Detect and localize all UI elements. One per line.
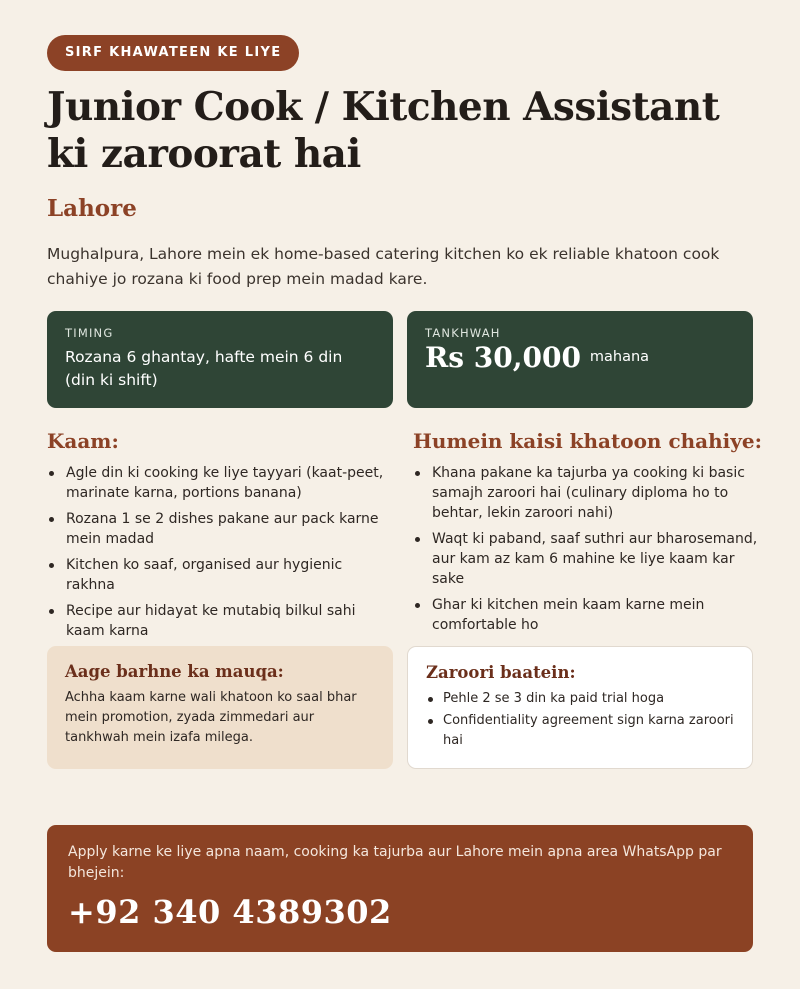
list-item: Confidentiality agreement sign karna zaroori hai (426, 711, 734, 751)
notes-list (426, 689, 734, 751)
list-item: Agle din ki cooking ke liye tayyari (kaat-peet, marinate karna, portions banana) (47, 463, 387, 503)
list-item: Ghar ki kitchen mein kaam karne mein comfortable ho (413, 595, 758, 635)
list-item: Pehle 2 se 3 din ka paid trial hoga (426, 689, 734, 709)
salary-label: TANKHWAH (425, 326, 501, 340)
job-title: Junior Cook / Kitchen Assistant ki zaroorat hai (47, 84, 720, 177)
growth-text: Achha kaam karne wali khatoon ko saal bhar mein promotion, zyada zimmedari aur tankhwah mein izafa milega. (65, 690, 357, 745)
salary-card (407, 311, 753, 408)
salary-amount: Rs 30,000 (425, 341, 581, 374)
whatsapp-phone-number[interactable]: +92 340 4389302 (68, 893, 392, 931)
notes-box (407, 646, 753, 769)
duties-heading: Kaam: (47, 429, 119, 453)
category-badge: SIRF KHAWATEEN KE LIYE (47, 35, 299, 71)
intro-text: Mughalpura, Lahore mein ek home-based catering kitchen ko ek reliable khatoon cook chahiye jo rozana ki food prep mein madad kare. (47, 245, 720, 288)
growth-heading: Aage barhne ka mauqa: (65, 662, 284, 681)
list-item: Kitchen ko saaf, organised aur hygienic rakhna (47, 555, 387, 595)
growth-box (47, 646, 393, 769)
apply-message: Apply karne ke liye apna naam, cooking ka tajurba aur Lahore mein apna area WhatsApp par bhejein: (68, 844, 722, 881)
timing-label: TIMING (65, 326, 114, 340)
duties-list (47, 463, 387, 647)
timing-value: Rozana 6 ghantay, hafte mein 6 din (din ki shift) (65, 348, 343, 389)
list-item: Recipe aur hidayat ke mutabiq bilkul sahi kaam karna (47, 601, 387, 641)
list-item: Waqt ki paband, saaf suthri aur bharosemand, aur kam az kam 6 mahine ke liye kaam kar sake (413, 529, 758, 589)
requirements-list (413, 463, 758, 641)
requirements-heading: Humein kaisi khatoon chahiye: (413, 429, 762, 453)
list-item: Rozana 1 se 2 dishes pakane aur pack karne mein madad (47, 509, 387, 549)
list-item: Khana pakane ka tajurba ya cooking ki basic samajh zaroori hai (culinary diploma ho to behtar, lekin zaroori nahi) (413, 463, 758, 523)
timing-card (47, 311, 393, 408)
salary-unit: mahana (589, 349, 650, 365)
apply-panel (47, 825, 753, 952)
location-label: Lahore (47, 195, 137, 222)
notes-heading: Zaroori baatein: (426, 663, 576, 682)
